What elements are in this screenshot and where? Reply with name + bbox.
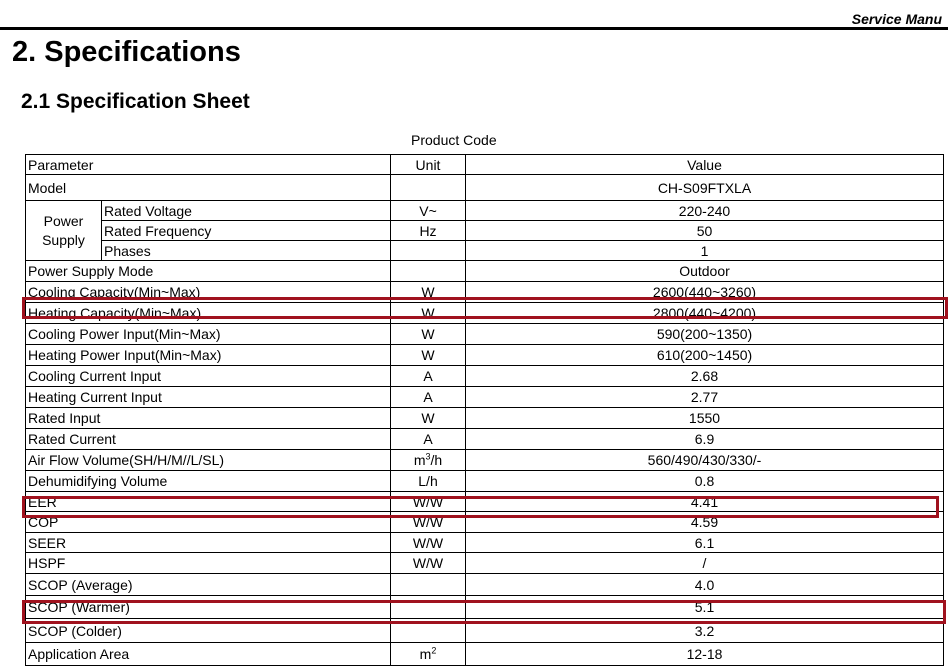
table-row <box>26 408 944 429</box>
header-rule <box>0 27 948 30</box>
value-cell: 560/490/430/330/- <box>466 450 944 471</box>
table-caption: Product Code <box>411 132 497 148</box>
unit-cell: W/W <box>391 512 466 533</box>
table-header-row <box>26 155 944 175</box>
table-row <box>26 282 944 303</box>
value-cell: 2600(440~3260) <box>466 282 944 303</box>
unit-base: m <box>413 452 426 468</box>
model-label: Model <box>26 175 391 201</box>
table-row <box>26 345 944 366</box>
table-row-model <box>26 175 944 201</box>
value-cell: 590(200~1350) <box>466 324 944 345</box>
unit-cell: W <box>391 345 466 366</box>
table-row <box>26 450 944 471</box>
param-label: Heating Current Input <box>26 387 391 408</box>
value-cell: Outdoor <box>466 261 944 282</box>
param-label: Cooling Capacity(Min~Max) <box>26 282 391 303</box>
spec-rows <box>26 261 944 666</box>
value-cell: 6.1 <box>466 533 944 553</box>
param-label: Dehumidifying Volume <box>26 471 391 492</box>
value-cell: 6.9 <box>466 429 944 450</box>
model-unit <box>391 175 466 201</box>
unit-cell: L/h <box>391 471 466 492</box>
value-cell: 5.1 <box>466 596 944 619</box>
table-row <box>26 533 944 553</box>
unit-superscript: 2 <box>431 645 437 656</box>
value-cell: 2800(440~4200) <box>466 303 944 324</box>
page-title: 2. Specifications <box>12 36 241 68</box>
value-cell: 1 <box>466 241 944 261</box>
value-cell: 50 <box>466 221 944 241</box>
table-row <box>26 619 944 643</box>
param-label: Rated Voltage <box>102 201 391 221</box>
value-cell: 220-240 <box>466 201 944 221</box>
unit-cell: Hz <box>391 221 466 241</box>
value-cell: 2.68 <box>466 366 944 387</box>
param-label: Phases <box>102 241 391 261</box>
table-row <box>26 596 944 619</box>
table-row <box>26 221 944 241</box>
param-label: Application Area <box>26 643 391 666</box>
unit-suffix: /h <box>430 452 443 468</box>
value-cell: / <box>466 553 944 574</box>
table-row <box>26 553 944 574</box>
value-cell: 3.2 <box>466 619 944 643</box>
manual-title: Service Manu <box>851 11 942 27</box>
table-row <box>26 303 944 324</box>
model-value: CH-S09FTXLA <box>466 175 944 201</box>
value-cell: 610(200~1450) <box>466 345 944 366</box>
table-row <box>26 241 944 261</box>
param-label: SCOP (Colder) <box>26 619 391 643</box>
value-cell: 4.41 <box>466 492 944 512</box>
unit-cell: A <box>391 387 466 408</box>
unit-cell <box>391 241 466 261</box>
value-cell: 12-18 <box>466 643 944 666</box>
unit-cell: V~ <box>391 201 466 221</box>
unit-cell: A <box>391 366 466 387</box>
param-label: SCOP (Warmer) <box>26 596 391 619</box>
unit-cell <box>391 619 466 643</box>
unit-cell: W <box>391 408 466 429</box>
unit-cell: W/W <box>391 492 466 512</box>
column-header-unit: Unit <box>391 155 466 175</box>
param-label: Heating Capacity(Min~Max) <box>26 303 391 324</box>
unit-cell: A <box>391 429 466 450</box>
param-label: Power Supply Mode <box>26 261 391 282</box>
value-cell: 4.59 <box>466 512 944 533</box>
unit-superscript: 3 <box>425 451 431 462</box>
param-label: Cooling Power Input(Min~Max) <box>26 324 391 345</box>
column-header-parameter: Parameter <box>26 155 391 175</box>
section-subtitle: 2.1 Specification Sheet <box>21 90 250 113</box>
param-label: EER <box>26 492 391 512</box>
value-cell: 2.77 <box>466 387 944 408</box>
param-label: Rated Current <box>26 429 391 450</box>
param-label: Rated Frequency <box>102 221 391 241</box>
table-row <box>26 643 944 666</box>
unit-cell: W <box>391 303 466 324</box>
table-row <box>26 261 944 282</box>
param-label: COP <box>26 512 391 533</box>
unit-cell <box>391 261 466 282</box>
table-row <box>26 366 944 387</box>
unit-cell: W/W <box>391 533 466 553</box>
param-label: SEER <box>26 533 391 553</box>
param-label: SCOP (Average) <box>26 574 391 596</box>
table-row <box>26 471 944 492</box>
table-row <box>26 387 944 408</box>
unit-cell: W <box>391 282 466 303</box>
table-row <box>26 201 944 221</box>
power-supply-group-label: Power Supply <box>26 201 102 261</box>
param-label: Rated Input <box>26 408 391 429</box>
unit-cell: W/W <box>391 553 466 574</box>
unit-cell <box>391 450 466 471</box>
value-cell: 4.0 <box>466 574 944 596</box>
unit-base: m <box>419 646 432 662</box>
param-label: Heating Power Input(Min~Max) <box>26 345 391 366</box>
value-cell: 0.8 <box>466 471 944 492</box>
table-row <box>26 492 944 512</box>
table-row <box>26 574 944 596</box>
table-row <box>26 429 944 450</box>
table-row <box>26 324 944 345</box>
column-header-value: Value <box>466 155 944 175</box>
specification-table <box>25 154 944 666</box>
param-label: HSPF <box>26 553 391 574</box>
param-label: Cooling Current Input <box>26 366 391 387</box>
unit-cell: W <box>391 324 466 345</box>
unit-cell <box>391 643 466 666</box>
table-row <box>26 512 944 533</box>
unit-cell <box>391 596 466 619</box>
unit-cell <box>391 574 466 596</box>
param-label: Air Flow Volume(SH/H/M//L/SL) <box>26 450 391 471</box>
value-cell: 1550 <box>466 408 944 429</box>
